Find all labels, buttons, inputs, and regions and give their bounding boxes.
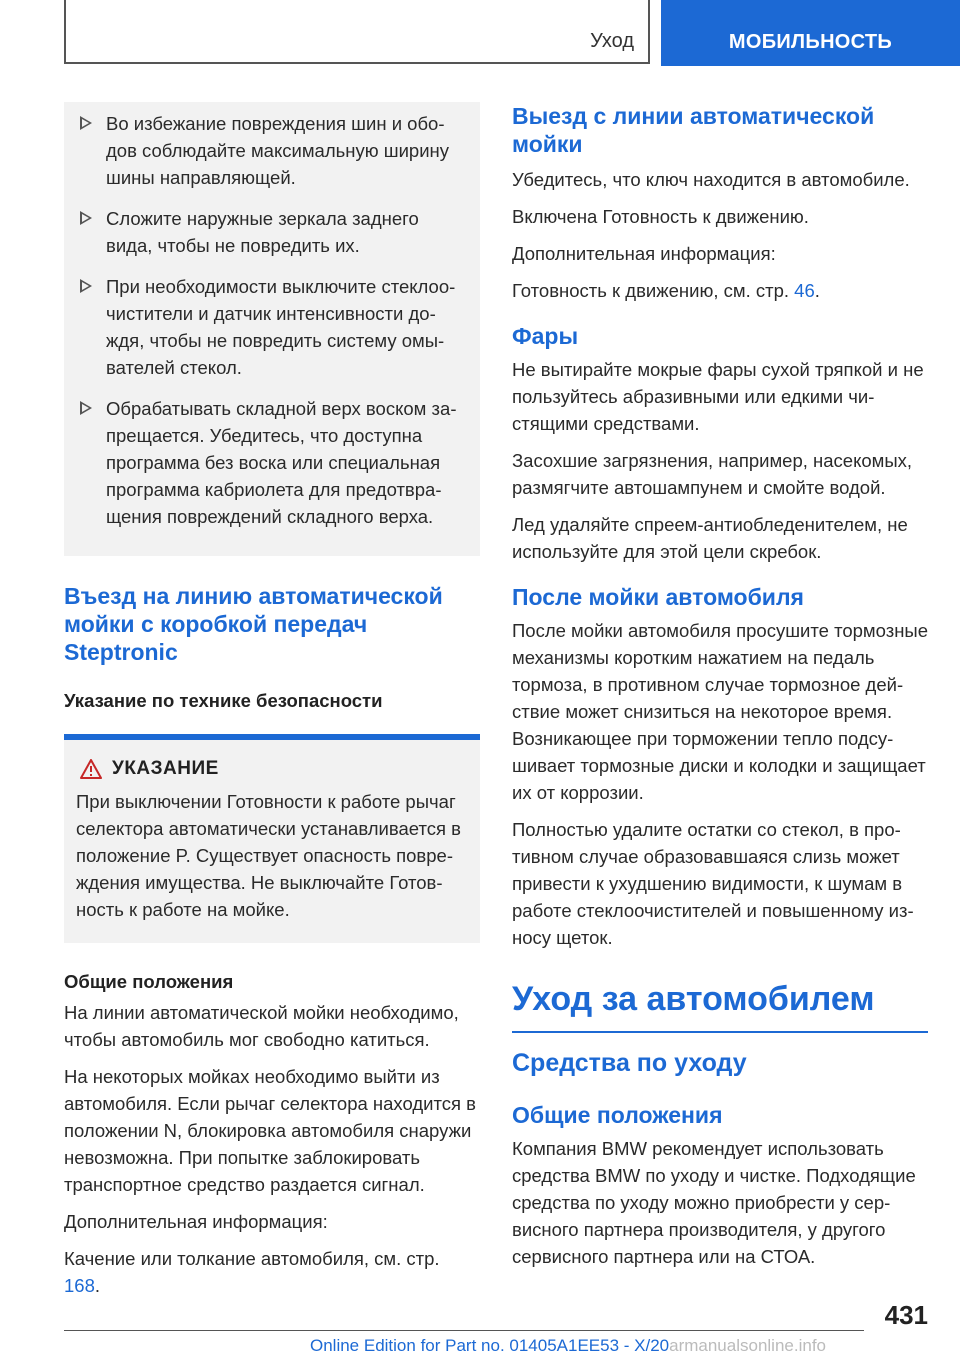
paragraph: После мойки автомобиля просушите тормозные механизмы коротким нажатием на педаль тормоза, в противном случае тормозное действие может снизиться на некоторое время. Возникающее при торможении тепло подсушивает тормозные диски и колодки и защищает их от коррозии. [512, 620, 929, 803]
warning-text: При выключении Готовности к работе рычаг селектора автоматически устанавливается в положение P. Существует опасность повреждения имущества. Не выключайте Готовность к работе на мойке. [76, 791, 461, 920]
care-heading: Уход за автомобилем [512, 980, 875, 1018]
paragraph: Засохшие загрязнения, например, насекомых, размягчите автошампунем и смойте водой. [512, 450, 913, 498]
triangle-bullet-icon [80, 211, 92, 225]
paragraph: Не вытирайте мокрые фары сухой тряпкой и не пользуйтесь абразивными или едкими чистящими средствами. [512, 359, 924, 434]
heading-divider [512, 1031, 928, 1033]
header-frame [64, 0, 650, 64]
paragraph: Включена Готовность к движению. [512, 206, 809, 227]
paragraph: Полностью удалите остатки со стекол, в противном случае образовавшаяся слизь может привести к ухудшению видимости, к шумам в работе стеклоочистителей и повышенному износу щеток. [512, 819, 914, 948]
steptronic-heading: Въезд на линию автоматической мойки с коробкой передач Steptronic [64, 583, 443, 665]
care-products-heading: Средства по уходу [512, 1049, 747, 1077]
header-chapter-tab: МОБИЛЬНОСТЬ [661, 0, 960, 66]
right-column [512, 102, 928, 1280]
footer-edition: Online Edition for Part no. 01405A1EE53 - X/20armanualsonline.info [310, 1336, 827, 1355]
paragraph-with-link: Качение или толкание автомобиля, см. стр. 168. [64, 1248, 440, 1296]
triangle-bullet-icon [80, 401, 92, 415]
page-link-46[interactable]: 46 [794, 280, 815, 301]
page-link-168[interactable]: 168 [64, 1275, 95, 1296]
list-item: При необходимости выключите стеклоочистители и датчик интенсивности дождя, чтобы не повредить систему омывателей стекол. [78, 267, 466, 389]
list-item: Обрабатывать складной верх воском запрещается. Убедитесь, что доступна программа без воска или специальная программа кабриолета для предотвращения повреждений складного верха. [78, 389, 466, 538]
warning-triangle-icon [80, 759, 102, 779]
triangle-bullet-icon [80, 279, 92, 293]
paragraph: Лед удаляйте спреем-антиобледенителем, не используйте для этой цели скребок. [512, 514, 908, 562]
lights-heading: Фары [512, 323, 579, 349]
warning-box [64, 734, 480, 943]
header-section-title: Уход [590, 30, 634, 52]
exit-heading: Выезд с линии автоматической мойки [512, 103, 875, 157]
after-wash-heading: После мойки автомобиля [512, 584, 804, 610]
left-column [64, 102, 480, 1309]
paragraph-with-link: Готовность к движению, см. стр. 46. [512, 280, 820, 301]
warning-title: УКАЗАНИЕ [76, 758, 468, 780]
paragraph: На некоторых мойках необходимо выйти из автомобиля. Если рычаг селектора находится в положении N, блокировка автомобиля снаружи невозможна. При попытке заблокировать транспортное средство раздается сигнал. [64, 1066, 476, 1195]
bullet-list-box [64, 102, 480, 556]
footer-divider [64, 1330, 864, 1331]
paragraph: Дополнительная информация: [64, 1211, 328, 1232]
general-heading-right: Общие положения [512, 1102, 723, 1128]
paragraph: Компания BMW рекомендует использовать средства BMW по уходу и чистке. Подходящие средства по уходу можно приобрести у сервисного партнера производителя, у другого сервисного партнера или на СТОА. [512, 1138, 916, 1267]
list-item: Сложите наружные зеркала заднего вида, чтобы не повредить их. [78, 199, 466, 267]
watermark: armanualsonline.info [669, 1336, 827, 1355]
general-heading: Общие положения [64, 971, 234, 992]
triangle-bullet-icon [80, 116, 92, 130]
safety-heading: Указание по технике безопасности [64, 690, 383, 711]
list-item: Во избежание повреждения шин и ободов соблюдайте максимальную ширину шины направляющей. [78, 104, 466, 199]
paragraph: Убедитесь, что ключ находится в автомобиле. [512, 169, 910, 190]
page-number: 431 [884, 1300, 928, 1330]
paragraph: На линии автоматической мойки необходимо, чтобы автомобиль мог свободно катиться. [64, 1002, 459, 1050]
paragraph: Дополнительная информация: [512, 243, 776, 264]
